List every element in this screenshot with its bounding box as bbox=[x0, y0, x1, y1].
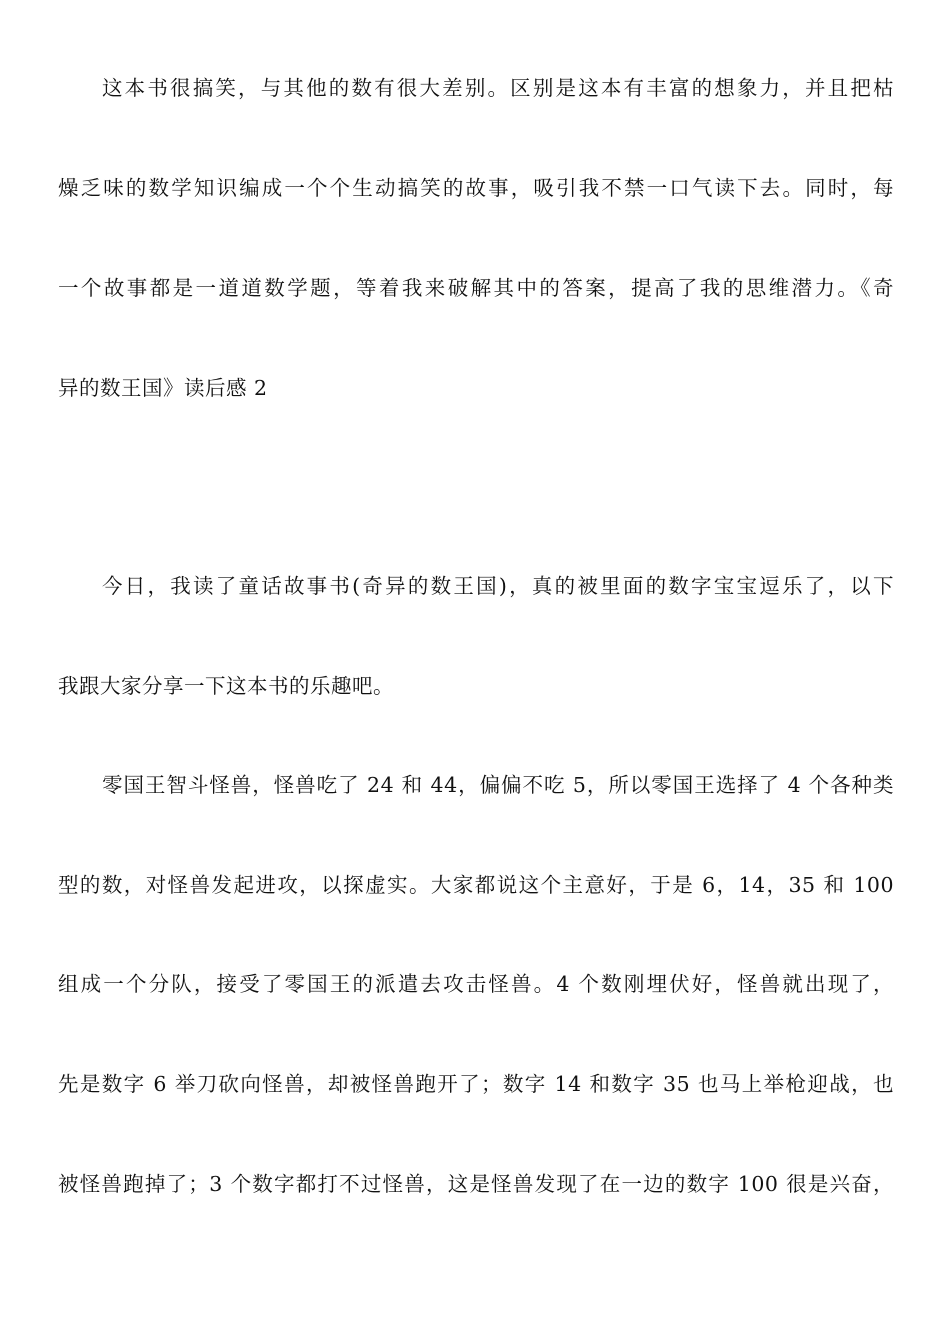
paragraph-1-line-4: 异的数王国》读后感 2 bbox=[58, 376, 268, 400]
paragraph-3-line-5: 被怪兽跑掉了；3 个数字都打不过怪兽，这是怪兽发现了在一边的数字 100 很是兴奋， bbox=[58, 1172, 894, 1196]
paragraph-1-line-2: 燥乏味的数学知识编成一个个生动搞笑的故事，吸引我不禁一口气读下去。同时，每 bbox=[58, 176, 894, 200]
paragraph-3-line-1: 零国王智斗怪兽，怪兽吃了 24 和 44，偏偏不吃 5，所以零国王选择了 4 个各种类 bbox=[102, 773, 894, 797]
paragraph-3-line-3: 组成一个分队，接受了零国王的派遣去攻击怪兽。4 个数刚埋伏好，怪兽就出现了， bbox=[58, 972, 894, 996]
paragraph-2-line-1: 今日，我读了童话故事书(奇异的数王国)，真的被里面的数字宝宝逗乐了，以下 bbox=[102, 574, 894, 598]
paragraph-3-line-2: 型的数，对怪兽发起进攻，以探虚实。大家都说这个主意好，于是 6，14，35 和 100 bbox=[58, 873, 894, 897]
paragraph-1-line-1: 这本书很搞笑，与其他的数有很大差别。区别是这本有丰富的想象力，并且把枯 bbox=[102, 76, 894, 100]
paragraph-2-line-2: 我跟大家分享一下这本书的乐趣吧。 bbox=[58, 674, 394, 698]
paragraph-1-line-3: 一个故事都是一道道数学题，等着我来破解其中的答案，提高了我的思维潜力。《奇 bbox=[58, 276, 894, 300]
paragraph-3-line-4: 先是数字 6 举刀砍向怪兽，却被怪兽跑开了；数字 14 和数字 35 也马上举枪迎战，也 bbox=[58, 1072, 894, 1096]
